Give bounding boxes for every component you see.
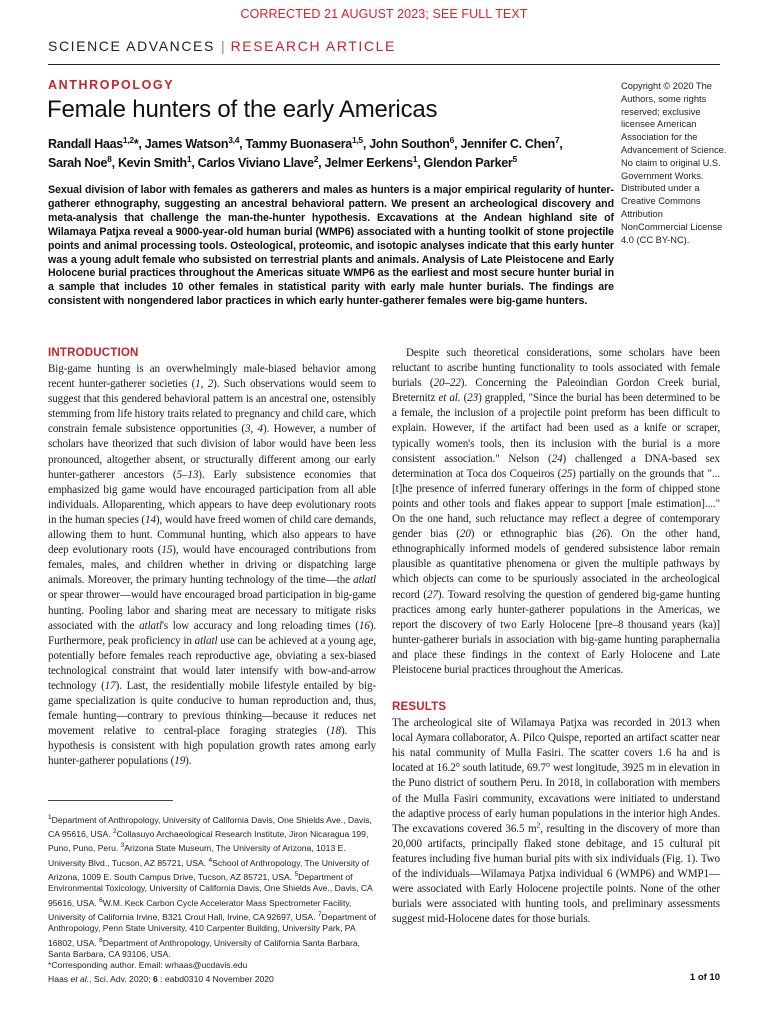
- author-list: Randall Haas$^{1,2}$*, James Watson$^{3,4}$, Tammy Buonasera$^{1,5}$, John Southon$^6$, Jennifer C. Chen$^7$, Sarah Noe$^8$, Kevin Smith$^1$, Carlos Viviano Llave$^2$, Jelmer Eerkens$^1$, Glendon Parker$^5$: [48, 134, 563, 170]
- citation-ref: et al.: [438, 392, 461, 405]
- citation-ref[interactable]: 4: [257, 423, 263, 436]
- text-run: ). This hypothesis is consistent with high population growth rates among early hunter-gatherer populations (: [48, 725, 376, 768]
- author-affiliation-marker: 6: [449, 134, 455, 145]
- author-affiliation-marker: 1,5: [351, 134, 363, 145]
- corresponding-author[interactable]: *Corresponding author. Email: wrhaas@ucdavis.edu: [48, 960, 248, 971]
- affiliations-list: [48, 815, 376, 959]
- author-name[interactable]: Carlos Viviano Llave: [197, 156, 314, 170]
- author-affiliation-marker: 1: [186, 153, 192, 164]
- author-affiliation-marker: 3,4: [228, 134, 240, 145]
- affiliation-marker: 5: [294, 871, 299, 879]
- text-run: 's low accuracy and long reloading times (: [161, 619, 359, 632]
- text-run: ) or ethnographic bias (: [470, 528, 596, 541]
- citation-ref[interactable]: 16: [358, 619, 370, 632]
- citation-author: Haas: [48, 974, 71, 984]
- citation-ref[interactable]: 20–22: [433, 377, 461, 390]
- text-run: ) challenged a DNA-based sex determination at Toca dos Coqueiros (: [392, 452, 720, 480]
- author-name[interactable]: John Southon: [369, 137, 450, 151]
- affiliation-text: Collasuyo Archaeological Research Institute, Jiron Nicaragua 199, Puno, Puno, Peru.: [48, 829, 369, 854]
- citation-ref[interactable]: 25: [561, 467, 573, 480]
- corresponding-marker: *: [133, 137, 139, 151]
- author-name[interactable]: Jelmer Eerkens: [324, 156, 413, 170]
- introduction-heading: INTRODUCTION: [48, 347, 139, 359]
- affiliation-text: W.M. Keck Carbon Cycle Accelerator Mass Spectrometer Facility, University of California Irvine, B321 Croul Hall, Irvine, CA 92697, USA.: [48, 897, 352, 922]
- abstract: Sexual division of labor with females as gatherers and males as hunters is a major empirical regularity of hunter-gatherer ethnography, suggesting an ancestral behavioral pattern. We present an archeological discovery and meta-analysis that challenge the man-the-hunter hypothesis. Excavations at the Andean highland site of Wilamaya Patjxa reveal a 9000-year-old human burial (WMP6) associated with a hunting toolkit of stone projectile points and animal processing tools. Osteological, proteomic, and isotopic analyses indicate that this early hunter was a young adult female who subsisted on terrestrial plants and animals. Analysis of Late Pleistocene and Early Holocene burial practices throughout the Americas situate WMP6 as the earliest and most secure hunter burial in a sample that includes 10 other females in statistical parity with early male hunter burials. The findings are consistent with nongendered labor practices in which early hunter-gatherer females were big-game hunters.: [48, 184, 614, 308]
- text-run: Despite such theoretical considerations, some scholars have been reluctant to ascribe hunting functionality to tools associated with female burials (: [392, 347, 720, 390]
- citation-article-id: : eabd0310 4 November 2020: [157, 974, 274, 984]
- affiliation-marker: 8: [99, 936, 103, 944]
- introduction-paragraph-1: [48, 362, 376, 770]
- text-run: ).: [185, 755, 192, 768]
- citation-ref[interactable]: 1: [195, 378, 201, 391]
- text-run: ) grappled, "Since the burial has been determined to be a female, the inclusion of a projectile point preform has been difficult to explain. However, if the artifact had been used as a knife or scraper, typically women's tools, then its inclusion with the burial is a more consistent association." Nelson (: [392, 392, 720, 465]
- author-affiliation-marker: 1: [412, 153, 418, 164]
- affiliation-text: Department of Environmental Toxicology, University of California Davis, One Shields Ave., Davis, CA 95616, USA.: [48, 871, 373, 908]
- author-affiliation-marker: 5: [512, 153, 517, 164]
- section-label: ANTHROPOLOGY: [48, 78, 175, 92]
- header-rule: [48, 64, 720, 65]
- citation-ref[interactable]: 2: [207, 378, 214, 391]
- author-name[interactable]: Kevin Smith: [117, 156, 187, 170]
- citation-ref[interactable]: 27: [427, 588, 438, 601]
- citation-ref[interactable]: 20: [459, 528, 471, 541]
- citation-ref[interactable]: 15: [161, 544, 173, 557]
- citation-ref[interactable]: 5–13: [176, 468, 199, 481]
- citation-ref[interactable]: 18: [330, 725, 341, 738]
- citation-ref: atlatl: [353, 574, 376, 587]
- text-run: 2: [536, 820, 541, 830]
- citation-ref[interactable]: 14: [145, 513, 156, 526]
- affiliation-marker: 4: [208, 856, 213, 864]
- text-run: ). Concerning the Paleoindian Gordon Creek burial, Breternitz: [392, 377, 720, 405]
- citation-ref: atlatl: [194, 634, 218, 647]
- affiliation-marker: 7: [317, 911, 322, 918]
- affiliation-text: Arizona State Museum, The University of Arizona, 1013 E. University Blvd., Tucson, AZ 85721, USA.: [48, 843, 346, 868]
- citation-ref[interactable]: 3: [245, 423, 251, 436]
- affiliation-text: Department of Anthropology, University of California Santa Barbara, Santa Barbara, CA 93106, USA.: [48, 937, 361, 959]
- text-run: ) partially on the grounds that "...[t]he presence of inferred funerary offerings in the form of chipped stone points and other tools and flakes appear to support [male estimation]...." On the one hand, such reluctance may reflect a degree of contemporary gender bias (: [392, 467, 720, 541]
- author-affiliation-marker: 1,2: [122, 134, 134, 145]
- text-run: ). Toward resolving the question of gendered big-game hunting practices among early hunter-gatherer populations in the Americas, we report the discovery of two Early Holocene [pre–8 thousand years (ka)] hunter-gatherer burials in association with big-game hunting paraphernalia and place these findings in the context of Early Holocene and Late Pleistocene burial practices throughout the Americas.: [392, 588, 721, 676]
- affiliation-marker: 6: [99, 896, 103, 904]
- footer-citation: [48, 974, 274, 984]
- author-name[interactable]: Glendon Parker: [423, 156, 513, 170]
- citation-volume: 6: [152, 974, 158, 984]
- affiliation-marker: 1: [48, 814, 52, 821]
- right-column: [392, 346, 720, 927]
- text-run: ). Such observations would seem to suggest that this gendered behavioral pattern is an ancestral one, ostensibly stemming from life history traits related to pregnancy and child care, which constrain female subsistence opportunities (: [48, 378, 377, 436]
- author-name[interactable]: Randall Haas: [48, 137, 123, 151]
- affiliation-marker: 2: [112, 828, 117, 836]
- author-affiliation-marker: 2: [313, 153, 319, 164]
- author-name[interactable]: Sarah Noe: [48, 156, 108, 170]
- affiliation-text: School of Anthropology, The University of Arizona, 1009 E. South Campus Drive, Tucson, AZ 85721, USA.: [48, 857, 369, 882]
- affiliations-footnote: [48, 812, 376, 972]
- text-run: ). On the other hand, ethnographically informed models of gendered subsistence labor remain plausible as quantitative phenomena or given the multiple pathways by which objects can come to be spuriously associated in the archeological record (: [392, 528, 720, 601]
- journal-name: SCIENCE ADVANCES: [48, 38, 215, 54]
- author-affiliation-marker: 8: [107, 153, 112, 164]
- results-paragraph-1: [392, 716, 720, 927]
- journal-header: [48, 38, 396, 54]
- correction-banner[interactable]: CORRECTED 21 AUGUST 2023; SEE FULL TEXT: [240, 7, 528, 21]
- author-name[interactable]: Tammy Buonasera: [245, 137, 352, 151]
- citation-ref[interactable]: 19: [174, 755, 186, 768]
- author-name[interactable]: Jennifer C. Chen: [460, 137, 555, 151]
- text-run: ). Furthermore, peak proficiency in: [48, 619, 376, 647]
- text-run: ). However, a number of scholars have theorized that such division of labor would have been less pronounced, altogether absent, or structurally different among our early hunter-gatherer ancestors (: [48, 423, 376, 481]
- text-run: use can be achieved at a young age, potentially before females reach reproductive age, obviating a sex-biased technological constraint that would later intensify with bow-and-arrow technology (: [48, 634, 376, 692]
- text-run: , resulting in the discovery of more than 20,000 artifacts, principally flaked stone debitage, and 15 cultural pit features including five human burial pits with six individuals (Fig. 1). Two of the individuals—Wilamaya Patjxa individual 6 (WMP6) and WMP1—were associated with Early Holocene projectile points. None of the other burials were associated with hunting tools, and preliminary assessments suggest mid-Holocene dates for those burials.: [392, 822, 721, 926]
- citation-ref: atlatl: [139, 619, 162, 632]
- citation-journal: , Sci. Adv.: [89, 974, 127, 984]
- text-run: ,: [250, 423, 258, 436]
- page-number: 1 of 10: [689, 972, 720, 983]
- left-column: [48, 346, 376, 770]
- text-run: Big-game hunting is an overwhelmingly male-biased behavior among recent hunter-gatherer societies (: [48, 363, 376, 391]
- citation-ref[interactable]: 26: [595, 528, 607, 541]
- citation-etal: et al.: [70, 974, 90, 984]
- citation-ref[interactable]: 23: [467, 392, 479, 405]
- text-run: or spear thrower—would have encouraged broad participation in big-game hunting. Pooling labor and sharing meat are necessary to mitigate risks associated with the: [48, 589, 376, 632]
- text-run: (: [460, 392, 468, 405]
- text-run: ), would have encouraged contributions from females, males, and children whether in driving or dispatching large animals. Moreover, the primary hunting technology of the time—the: [48, 544, 376, 587]
- author-name[interactable]: James Watson: [144, 137, 229, 151]
- article-type: RESEARCH ARTICLE: [230, 38, 396, 54]
- text-run: ,: [200, 378, 208, 391]
- citation-year: 2020;: [126, 974, 153, 984]
- author-affiliation-marker: 7: [554, 134, 560, 145]
- journal-separator: |: [220, 38, 225, 54]
- affiliation-marker: 3: [120, 842, 125, 850]
- affiliation-text: Department of Anthropology, Penn State University, 410 Carpenter Building, University Park, PA 16802, USA.: [48, 911, 376, 948]
- introduction-paragraph-2: [392, 346, 720, 678]
- text-run: ). Early subsistence economies that emphasized big game would have encouraged participation from all able individuals. Alloparenting, which appears to have deep evolutionary roots in the human species (: [48, 468, 376, 526]
- citation-ref[interactable]: 24: [551, 452, 563, 465]
- results-heading: RESULTS: [392, 701, 447, 714]
- text-run: ), would have freed women of child care demands, allowing them to hunt. Communal hunting, which also appears to have deep evolutionary roots (: [48, 513, 377, 557]
- copyright-notice: Copyright © 2020 The Authors, some rights reserved; exclusive licensee American Association for the Advancement of Science. No claim to original U.S. Government Works. Distributed under a Creative Commons Attribution NonCommercial License 4.0 (CC BY-NC).: [621, 81, 727, 245]
- text-run: The archeological site of Wilamaya Patjxa was recorded in 2013 when local Aymara collaborator, A. Pilco Quispe, reported an artifact scatter near his natal community of Mulla Fasiri. The scatter covers 1.6 ha and is located at 16.2° south latitude, 69.7° west longitude, 3925 m in elevation in the Puno district of southern Peru. In 2018, in collaboration with members of the Mulla Fasiri community, excavations were initiated to understand the adaptive process of early human populations in the interior high Andes. The excavations covered 36.5 m: [392, 717, 720, 835]
- affiliation-text: Department of Anthropology, University of California Davis, One Shields Ave., Davis, CA 95616, USA.: [48, 814, 372, 840]
- article-title: Female hunters of the early Americas: [47, 96, 438, 123]
- text-run: ). Last, the residentially mobile lifestyle entailed by big-game specialization is quite conducive to human reproduction and, thus, female hunting—contrary to previous thinking—because it reduces net movement relative to central-place foraging strategies (: [48, 679, 376, 738]
- footnote-rule: [48, 800, 173, 801]
- citation-ref[interactable]: 17: [104, 679, 116, 692]
